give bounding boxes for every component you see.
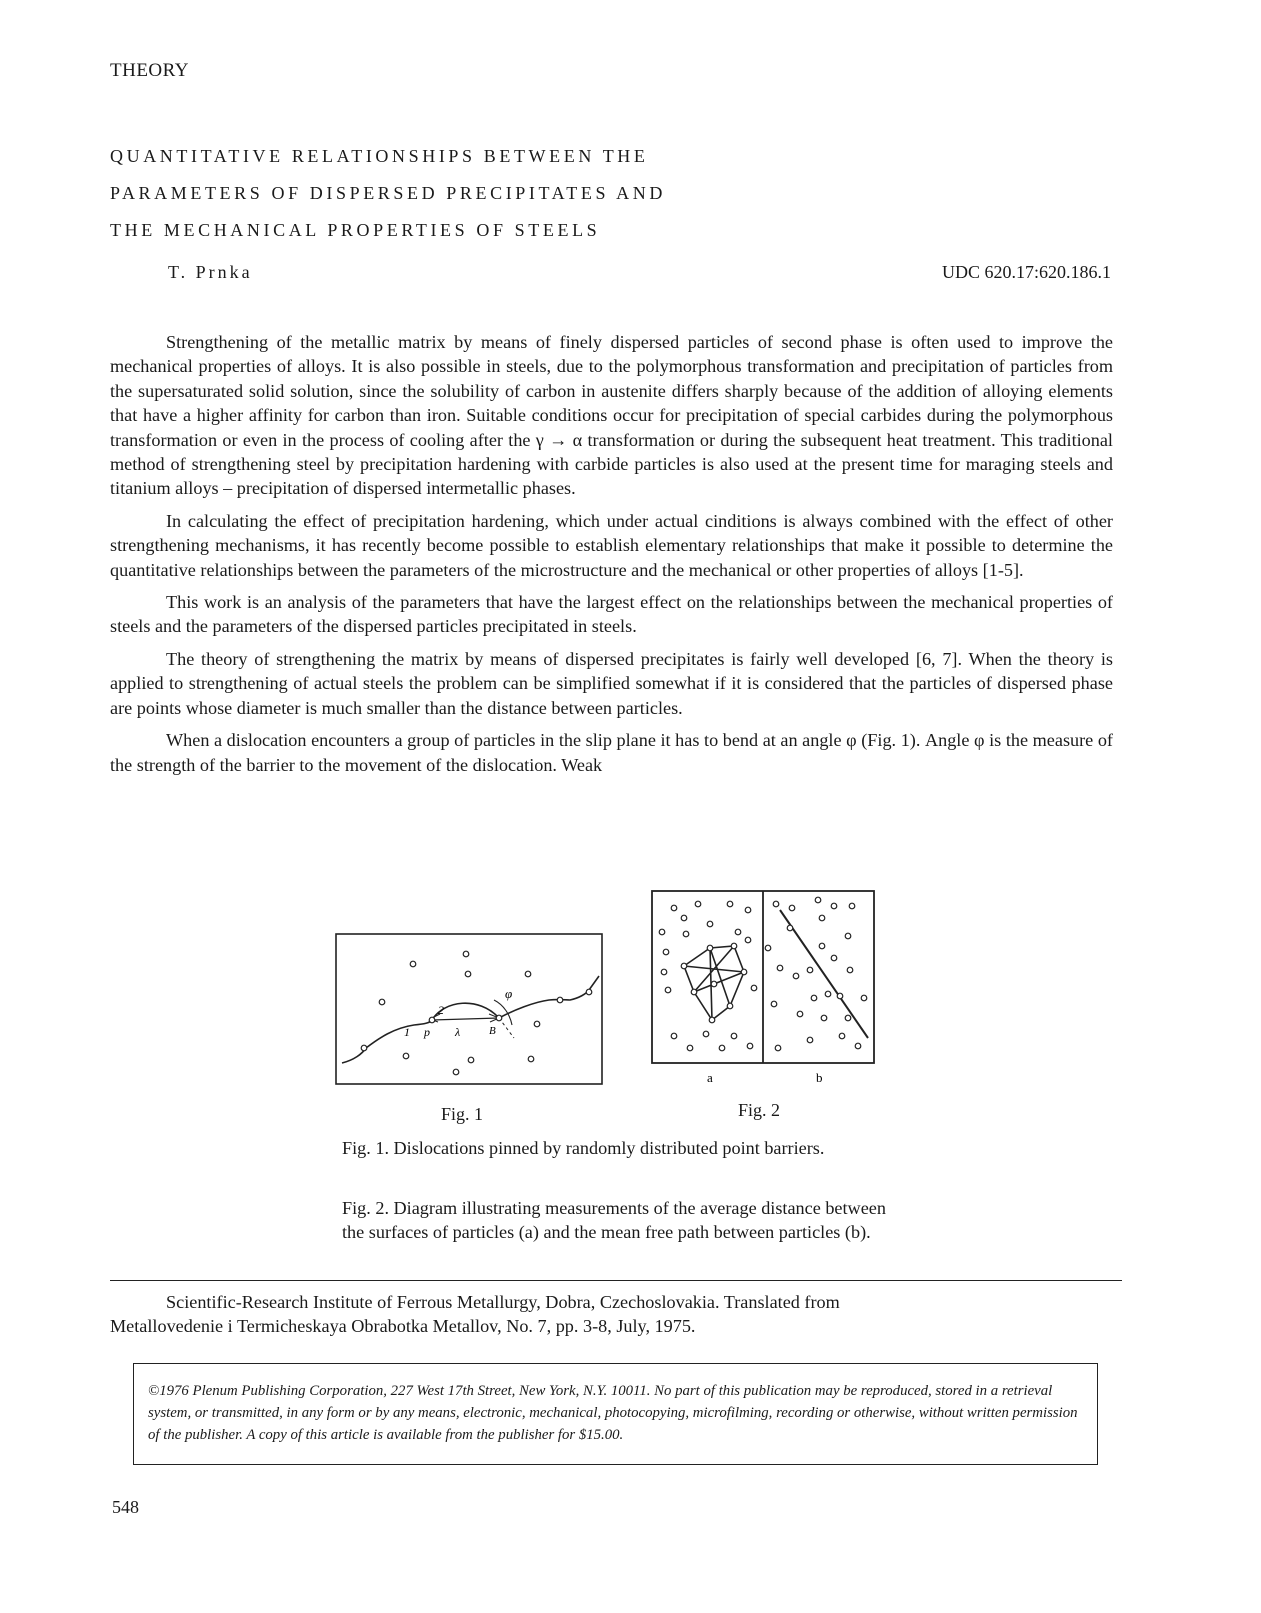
label-lambda: λ [455, 1025, 461, 1039]
paragraph-3: This work is an analysis of the parameters that have the largest effect on the relationships between the mechanical properties of steels and the parameters of the dispersed particles precipitated in steels. [110, 592, 1113, 637]
figure-2-caption: Fig. 2. Diagram illustrating measurements of the average distance between the surfaces of particles (a) and the mean free path between particles (b). [342, 1198, 886, 1242]
phi-symbol: φ [505, 986, 513, 1001]
particle [468, 1057, 474, 1063]
particle [361, 1045, 367, 1051]
figure-1-caption: Fig. 1. Dislocations pinned by randomly distributed point barriers. [342, 1138, 825, 1158]
particle [528, 1056, 534, 1062]
paragraph-1: Strengthening of the metallic matrix by means of finely dispersed particles of second phase is often used to improve the mechanical properties of alloys. It is also possible in steels, due to the polymorphous transformation and precipitation of particles from the supersaturated solid solution, since the solubility of carbon in austenite differs sharply because of the addition of alloying elements that have a higher affinity for carbon than iron. Suitable conditions occur for precipitation of special carbides during the polymorphous transformation or even in the process of cooling after the γ → α transformation or during the subsequent heat treatment. This traditional method of strengthening steel by precipitation hardening with carbide particles is also used at the present time for maraging steels and titanium alloys – precipitation of dispersed intermetallic phases. [110, 332, 1113, 499]
tangent-line [499, 1018, 514, 1038]
author: T. Prnka [168, 262, 253, 282]
panel-b-label: b [816, 1070, 823, 1085]
udc-code: UDC 620.17:620.186.1 [941, 262, 1111, 282]
particle [379, 999, 385, 1005]
body-text [110, 330, 1113, 785]
figure-2-label: Fig. 2 [738, 1100, 781, 1120]
footer-rule [110, 1280, 1122, 1281]
page-number: 548 [112, 1497, 139, 1517]
copyright-notice: ©1976 Plenum Publishing Corporation, 227 West 17th Street, New York, N.Y. 10011. No part of this publication may be reproduced, stored in a retrieval system, or transmitted, in any form or by any means, electronic, mechanical, photocopying, microfilming, recording or otherwise, without written permission of the publisher. A copy of this article is available from the publisher for $15.00. [133, 1363, 1098, 1465]
article-title [110, 138, 666, 249]
affiliation [110, 1290, 1113, 1338]
figure-1-diagram [334, 930, 606, 1088]
particle [465, 971, 471, 977]
particle [586, 989, 592, 995]
label-2: 2 [438, 1003, 444, 1017]
particle [496, 1015, 502, 1021]
title-line-1: QUANTITATIVE RELATIONSHIPS BETWEEN THE [110, 146, 649, 166]
section-label: THEORY [110, 60, 189, 81]
label-1: 1 [404, 1025, 410, 1039]
particle [403, 1053, 409, 1059]
particle [453, 1069, 459, 1075]
title-line-2: PARAMETERS OF DISPERSED PRECIPITATES AND [110, 183, 666, 203]
paragraph-2: In calculating the effect of precipitation hardening, which under actual cinditions is always combined with the effect of other strengthening mechanisms, it has recently become possible to establish elementary relationships that make it possible to determine the quantitative relationships between the parameters of the microstructure and the mechanical or other properties of alloys [1-5]. [110, 510, 1113, 580]
dislocation-line [342, 976, 599, 1063]
affiliation-line-1: Scientific-Research Institute of Ferrous Metallurgy, Dobra, Czechoslovakia. Translated from [166, 1292, 840, 1312]
affiliation-line-2: Metallovedenie i Termicheskaya Obrabotka Metallov, No. 7, pp. 3-8, July, 1975. [110, 1316, 696, 1336]
particle [525, 971, 531, 977]
particle [429, 1017, 435, 1023]
label-p: p [424, 1025, 430, 1039]
paragraph-4: The theory of strengthening the matrix by means of dispersed precipitates is fairly well developed [6, 7]. When the theory is applied to strengthening of actual steels the problem can be simplified somewhat if it is considered that the particles of dispersed phase are points whose diameter is much smaller than the distance between particles. [110, 648, 1113, 718]
particle [463, 951, 469, 957]
chord-line [432, 1018, 499, 1020]
label-b: B [489, 1025, 496, 1037]
title-line-3: THE MECHANICAL PROPERTIES OF STEELS [110, 220, 601, 240]
particle [534, 1021, 540, 1027]
particle [557, 997, 563, 1003]
particle [410, 961, 416, 967]
figure-1-label: Fig. 1 [441, 1104, 484, 1124]
panel-a-label: a [707, 1070, 713, 1085]
figure-2-diagram [650, 888, 878, 1088]
paragraph-5: When a dislocation encounters a group of particles in the slip plane it has to bend at an angle φ (Fig. 1). Angle φ is the measure of the strength of the barrier to the movement of the dislocation. Weak [110, 730, 1113, 775]
